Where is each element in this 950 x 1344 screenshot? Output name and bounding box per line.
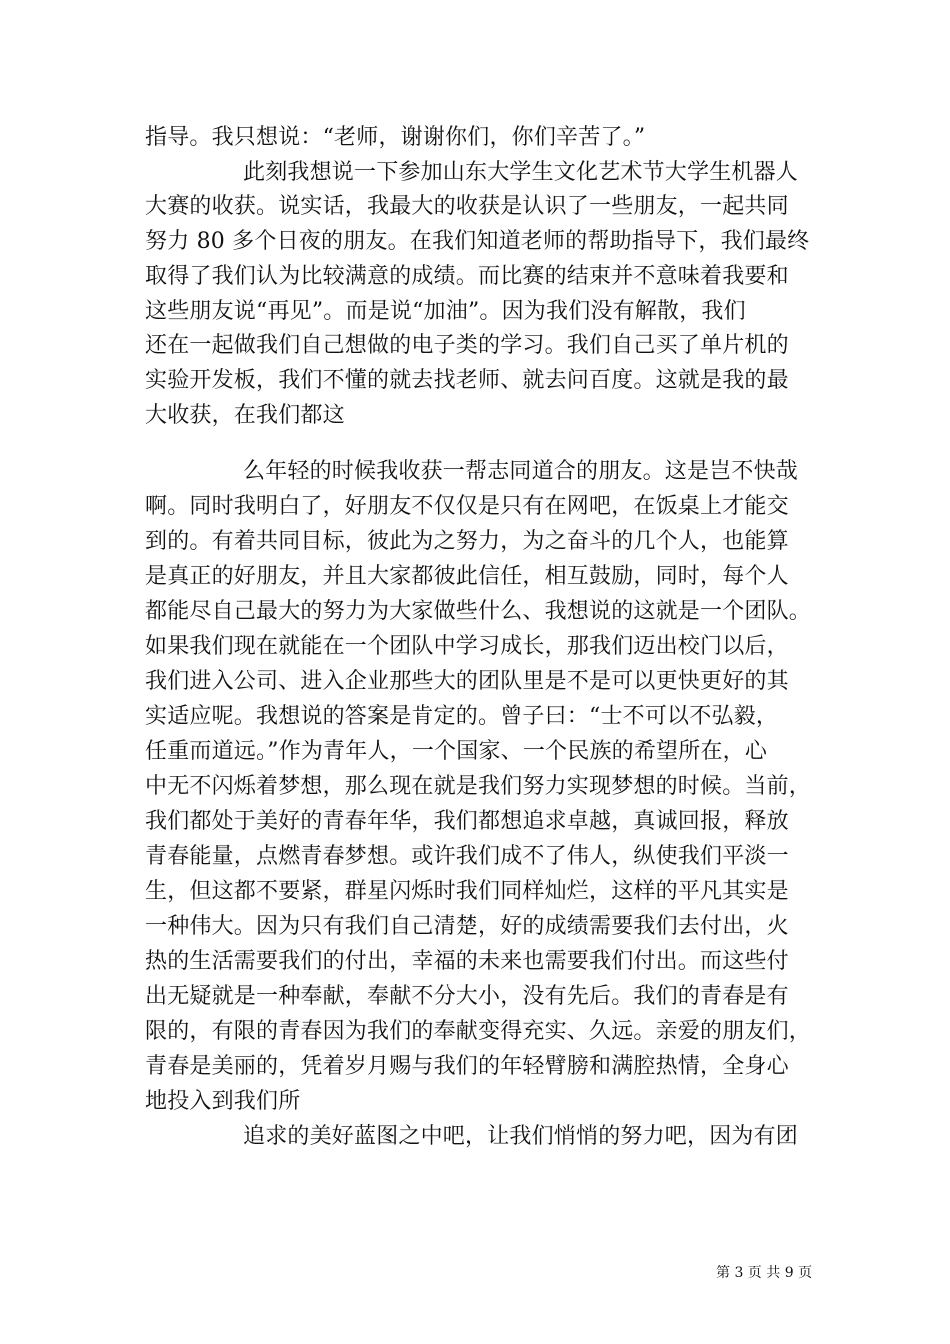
text-line-12: 到的。有着共同目标，彼此为之努力，为之奋斗的几个人，也能算 xyxy=(145,529,789,554)
text-line-9: 大收获，在我们都这 xyxy=(145,403,345,428)
text-line-19: 中无不闪烁着梦想，那么现在就是我们努力实现梦想的时候。当前， xyxy=(145,774,812,799)
text-line-13: 是真正的好朋友，并且大家都彼此信任，相互鼓励，同时，每个人 xyxy=(145,564,789,589)
text-line-25: 出无疑就是一种奉献，奉献不分大小，没有先后。我们的青春是有 xyxy=(145,984,789,1009)
text-line-10: 么年轻的时候我收获一帮志同道合的朋友。这是岂不快哉 xyxy=(243,459,799,484)
text-line-29: 追求的美好蓝图之中吧，让我们悄悄的努力吧，因为有团 xyxy=(243,1124,799,1149)
text-line-16: 我们进入公司、进入企业那些大的团队里是不是可以更快更好的其 xyxy=(145,669,789,694)
text-line-11: 啊。同时我明白了，好朋友不仅仅是只有在网吧，在饭桌上才能交 xyxy=(145,494,789,519)
text-line-24: 热的生活需要我们的付出，幸福的未来也需要我们付出。而这些付 xyxy=(145,949,789,974)
text-line-2: 此刻我想说一下参加山东大学生文化艺术节大学生机器人 xyxy=(243,160,799,185)
text-line-23: 一种伟大。因为只有我们自己清楚，好的成绩需要我们去付出，火 xyxy=(145,914,789,939)
text-line-15: 如果我们现在就能在一个团队中学习成长，那我们迈出校门以后， xyxy=(145,634,789,659)
text-line-1: 指导。我只想说：“老师，谢谢你们，你们辛苦了。” xyxy=(145,125,646,150)
text-line-6: 这些朋友说“再见”。而是说“加油”。因为我们没有解散，我们 xyxy=(145,299,746,324)
text-line-14: 都能尽自己最大的努力为大家做些什么、我想说的这就是一个团队。 xyxy=(145,599,812,624)
text-line-28: 地投入到我们所 xyxy=(145,1089,301,1114)
text-line-17: 实适应呢。我想说的答案是肯定的。曾子曰：“士不可以不弘毅， xyxy=(145,704,779,729)
text-line-7: 还在一起做我们自己想做的电子类的学习。我们自己买了单片机的 xyxy=(145,333,789,358)
text-line-4: 努力 80 多个日夜的朋友。在我们知道老师的帮助指导下，我们最终 xyxy=(145,229,810,254)
text-line-20: 我们都处于美好的青春年华，我们都想追求卓越，真诚回报，释放 xyxy=(145,809,789,834)
text-line-26: 限的，有限的青春因为我们的奉献变得充实、久远。亲爱的朋友们， xyxy=(145,1019,812,1044)
text-line-5: 取得了我们认为比较满意的成绩。而比赛的结束并不意味着我要和 xyxy=(145,264,789,289)
text-line-3: 大赛的收获。说实话，我最大的收获是认识了一些朋友，一起共同 xyxy=(145,194,789,219)
text-line-8: 实验开发板，我们不懂的就去找老师、就去问百度。这就是我的最 xyxy=(145,368,789,393)
text-line-18: 任重而道远。”作为青年人，一个国家、一个民族的希望所在，心 xyxy=(145,739,768,764)
page-number-footer: 第 3 页 共 9 页 xyxy=(716,1265,813,1281)
text-line-21: 青春能量，点燃青春梦想。或许我们成不了伟人，纵使我们平淡一 xyxy=(145,844,789,869)
text-line-27: 青春是美丽的，凭着岁月赐与我们的年轻臂膀和满腔热情，全身心 xyxy=(145,1054,789,1079)
text-line-22: 生，但这都不要紧，群星闪烁时我们同样灿烂，这样的平凡其实是 xyxy=(145,879,789,904)
